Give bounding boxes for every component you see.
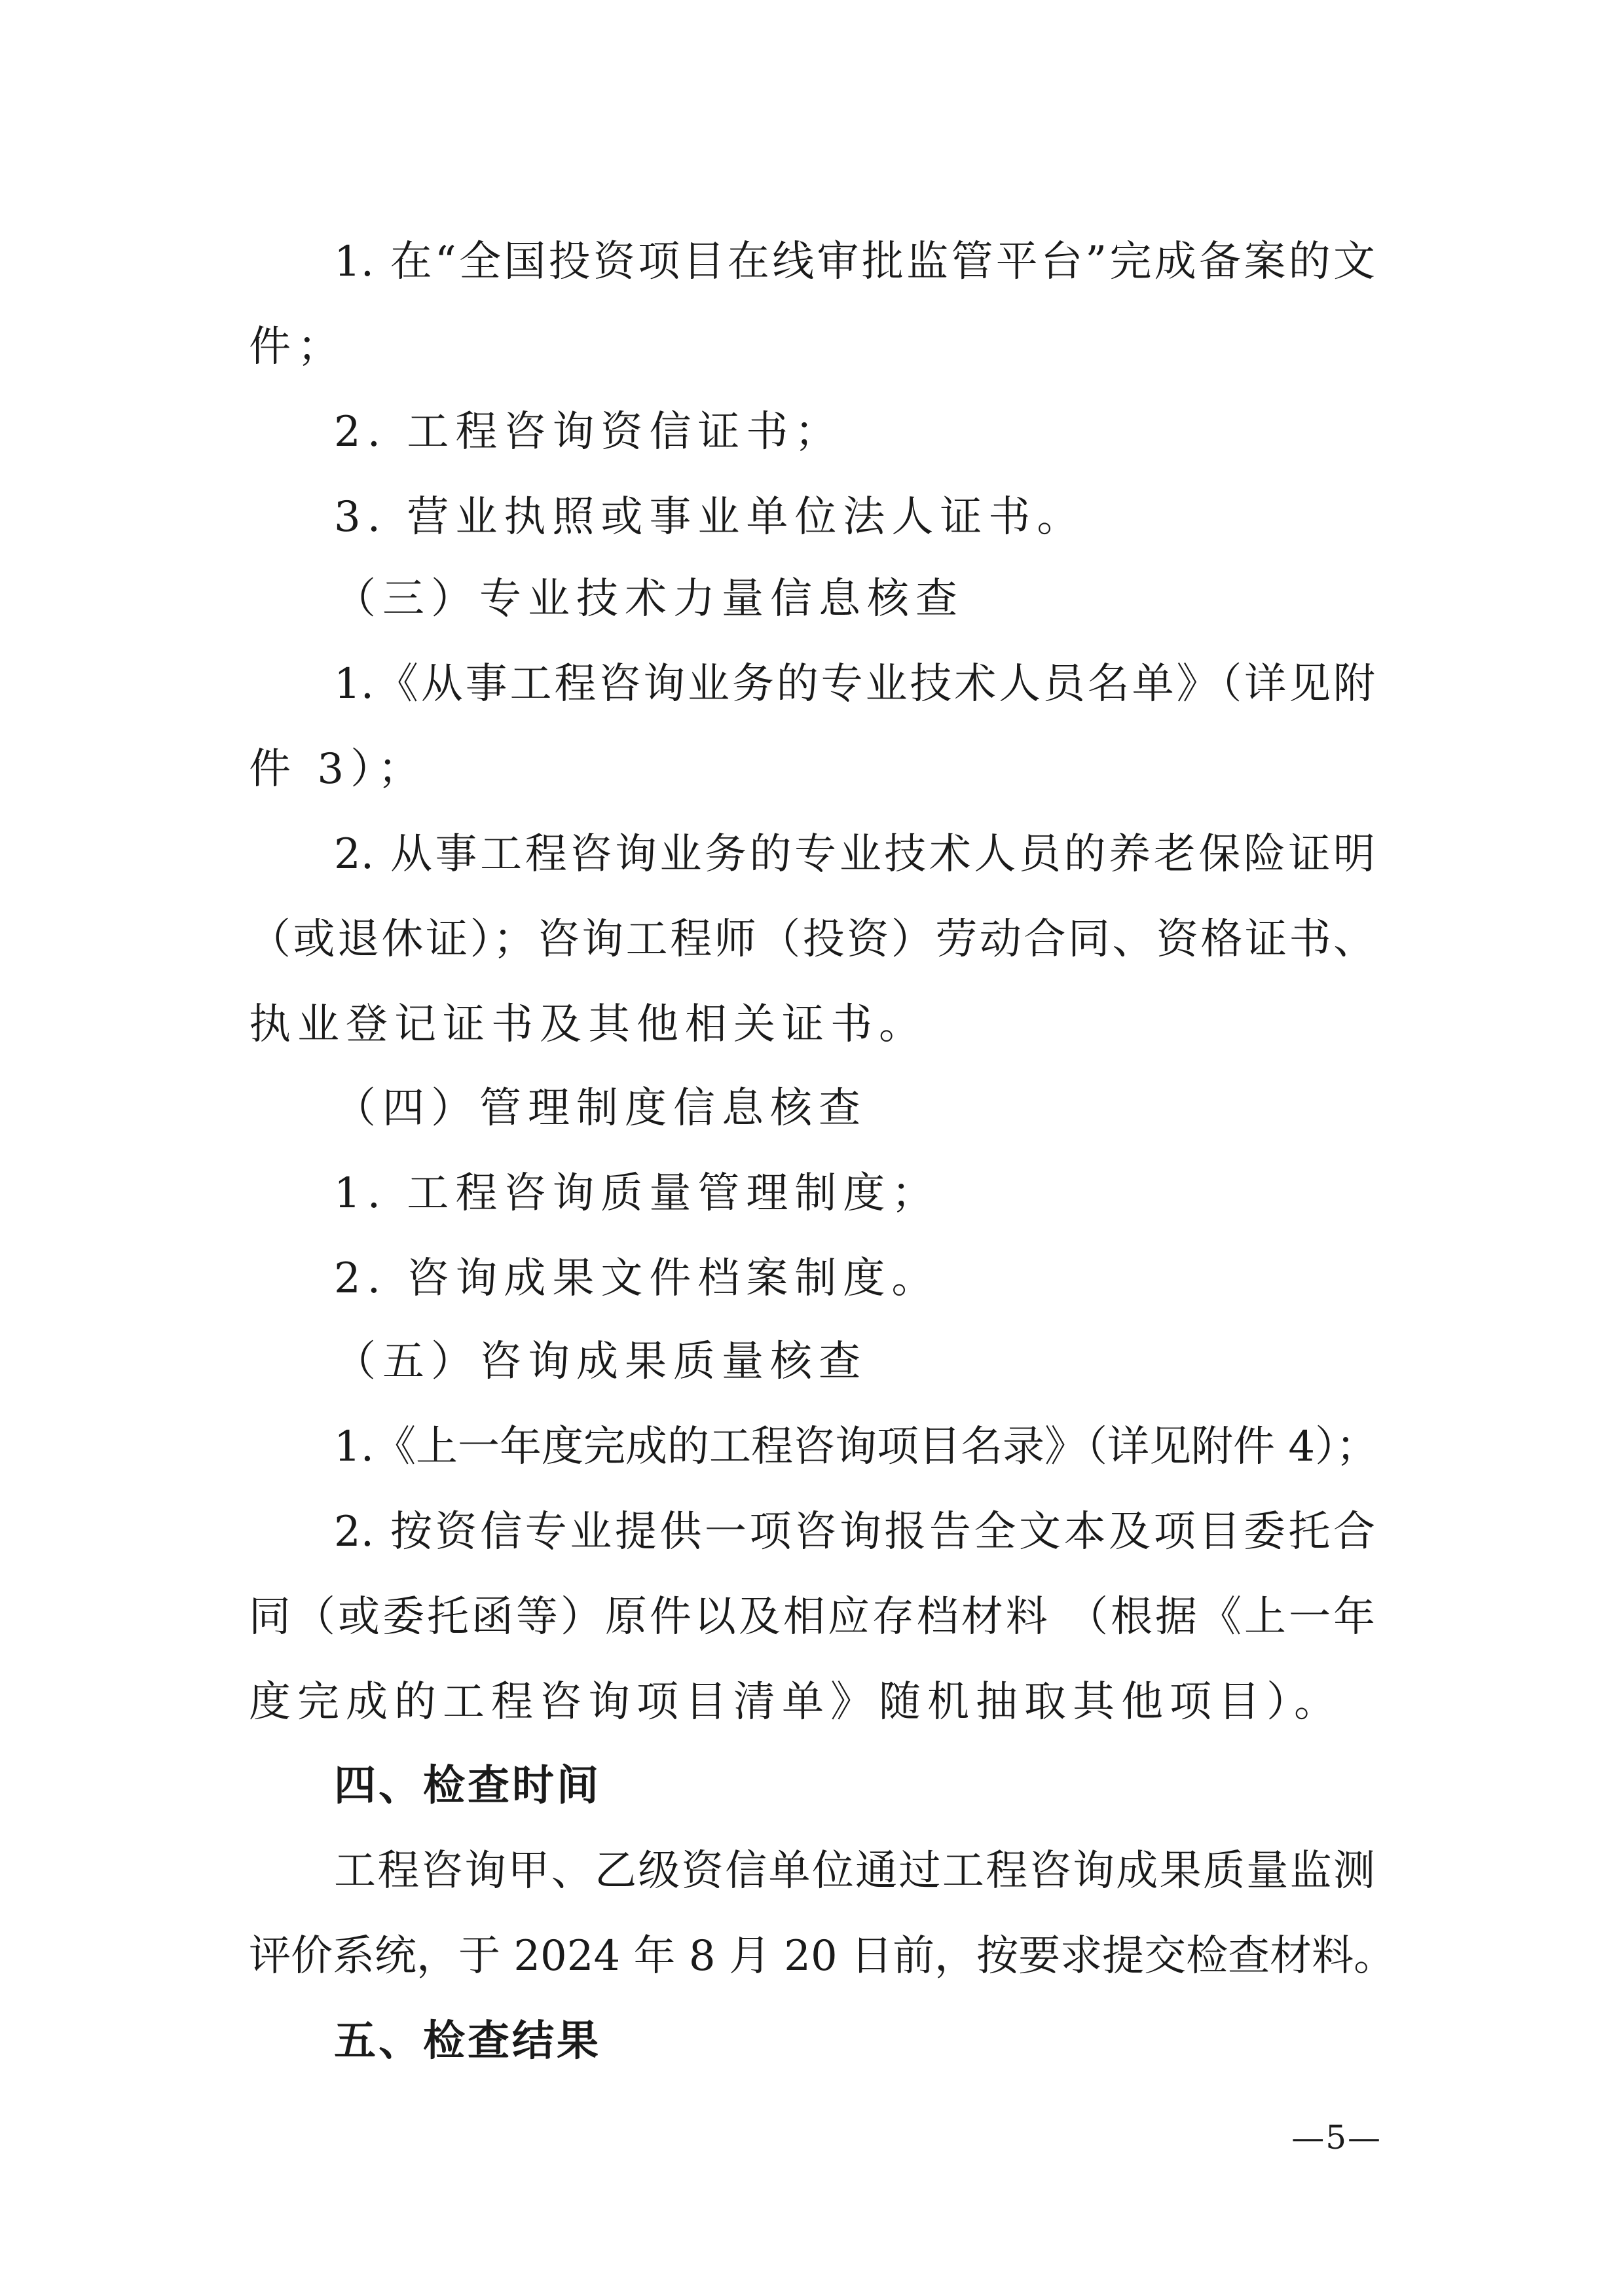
section-heading: 五、检查结果 bbox=[334, 2017, 601, 2066]
paragraph-line: 执业登记证书及其他相关证书。 bbox=[249, 1000, 927, 1049]
paragraph-line: 1.《从事工程咨询业务的专业技术人员名单》（详见附 bbox=[334, 660, 1375, 708]
list-item: 2. 咨询成果文件档案制度。 bbox=[334, 1254, 940, 1303]
list-item: 2. 工程咨询资信证书； bbox=[334, 408, 843, 456]
paragraph-line: 度完成的工程咨询项目清单》随机抽取其他项目）。 bbox=[249, 1678, 1342, 1726]
section-subheading: （四）管理制度信息核查 bbox=[334, 1084, 867, 1133]
paragraph-line: 件 3）； bbox=[249, 745, 427, 793]
paragraph-line: 1. 在“全国投资项目在线审批监管平台”完成备案的文 bbox=[334, 238, 1375, 286]
section-subheading: （五）咨询成果质量核查 bbox=[334, 1338, 867, 1386]
paragraph-line: 2. 从事工程咨询业务的专业技术人员的养老保险证明 bbox=[334, 830, 1375, 879]
section-heading: 四、检查时间 bbox=[334, 1762, 601, 1810]
section-subheading: （三）专业技术力量信息核查 bbox=[334, 575, 964, 623]
list-item: 1. 工程咨询质量管理制度； bbox=[334, 1169, 940, 1218]
paragraph-line: 2. 按资信专业提供一项咨询报告全文本及项目委托合 bbox=[334, 1508, 1375, 1556]
paragraph-line: （或退休证）；咨询工程师（投资）劳动合同、资格证书、 bbox=[249, 915, 1375, 964]
paragraph-line: 同（或委托函等）原件以及相应存档材料 （根据《上一年 bbox=[249, 1593, 1375, 1641]
list-item: 3. 营业执照或事业单位法人证书。 bbox=[334, 493, 1086, 541]
page-number: —5— bbox=[1291, 2119, 1382, 2157]
paragraph-line: 工程咨询甲、乙级资信单位通过工程咨询成果质量监测 bbox=[334, 1847, 1375, 1895]
paragraph-line: 评价系统，于 2024 年 8 月 20 日前，按要求提交检查材料。 bbox=[249, 1932, 1396, 1980]
list-item: 1.《上一年度完成的工程咨询项目名录》（详见附件 4）； bbox=[334, 1423, 1378, 1471]
paragraph-line: 件； bbox=[249, 323, 346, 371]
